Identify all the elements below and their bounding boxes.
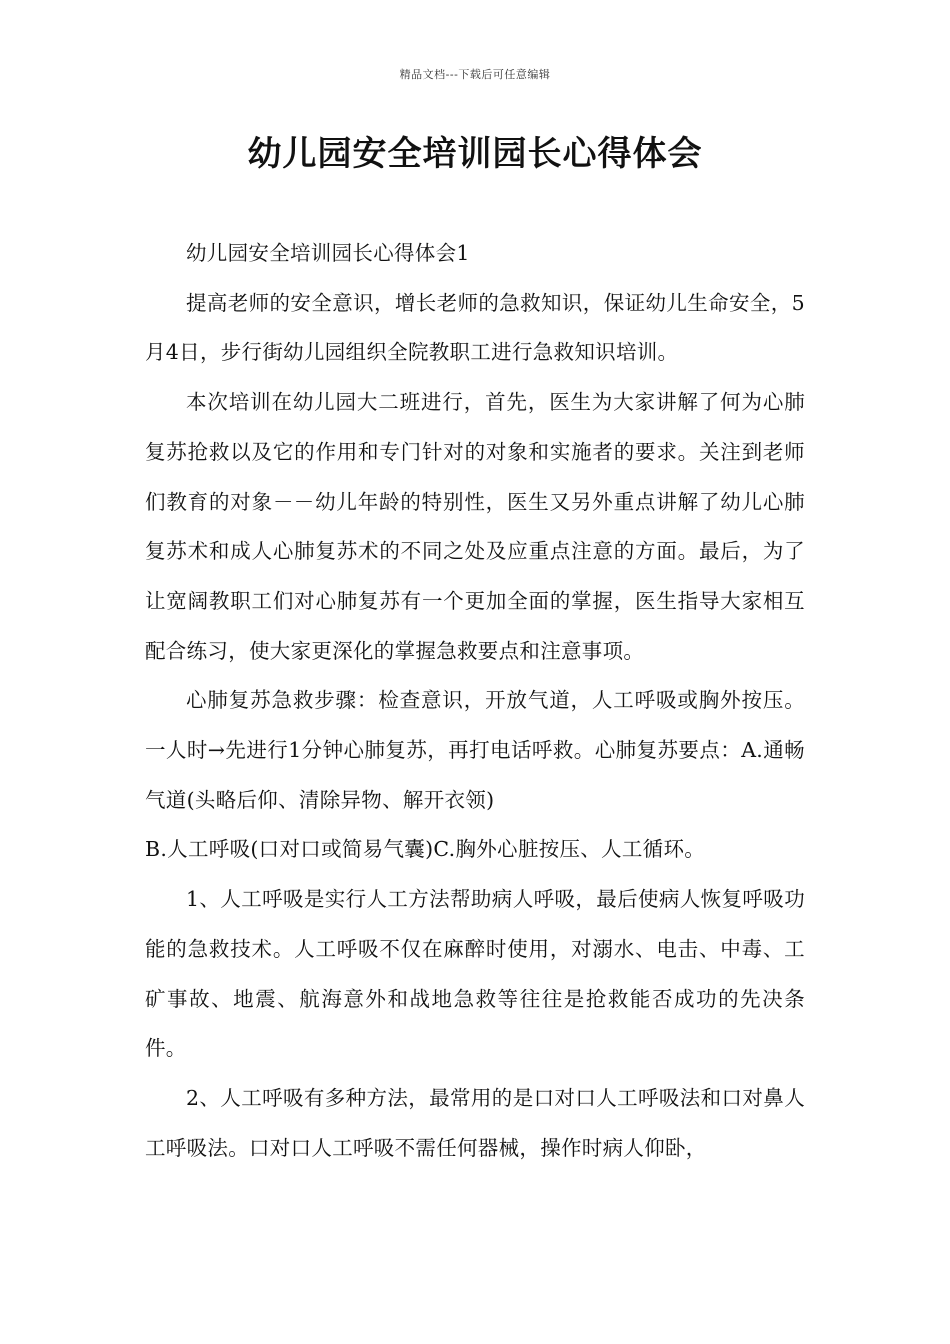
page-header-note: 精品文档---下载后可任意编辑	[399, 68, 551, 81]
paragraph: 2、人工呼吸有多种方法，最常用的是口对口人工呼吸法和口对鼻人工呼吸法。口对口人工呼吸不需任何器械，操作时病人仰卧，	[145, 1085, 805, 1160]
paragraph: B.人工呼吸(口对口或简易气囊)C.胸外心脏按压、人工循环。	[145, 837, 706, 862]
document-title: 幼儿园安全培训园长心得体会	[247, 134, 703, 174]
paragraph: 1、人工呼吸是实行人工方法帮助病人呼吸，最后使病人恢复呼吸功能的急救技术。人工呼吸不仅在麻醉时使用，对溺水、电击、中毒、工矿事故、地震、航海意外和战地急救等往往是抢救能否成功的先决条件。	[145, 887, 805, 1061]
paragraph: 本次培训在幼儿园大二班进行，首先，医生为大家讲解了何为心肺复苏抢救以及它的作用和专门针对的对象和实施者的要求。关注到老师们教育的对象－－幼儿年龄的特别性，医生又另外重点讲解了幼儿心肺复苏术和成人心肺复苏术的不同之处及应重点注意的方面。最后，为了让宽阔教职工们对心肺复苏有一个更加全面的掌握，医生指导大家相互配合练习，使大家更深化的掌握急救要点和注意事项。	[145, 390, 805, 663]
paragraph: 心肺复苏急救步骤：检查意识，开放气道，人工呼吸或胸外按压。一人时→先进行1分钟心肺复苏，再打电话呼救。心肺复苏要点：A.通畅气道(头略后仰、清除异物、解开衣领)	[145, 688, 805, 812]
paragraph: 提高老师的安全意识，增长老师的急救知识，保证幼儿生命安全，5月4日，步行街幼儿园组织全院教职工进行急救知识培训。	[145, 290, 805, 365]
document-body	[145, 229, 805, 1173]
section-heading: 幼儿园安全培训园长心得体会1	[186, 241, 470, 265]
